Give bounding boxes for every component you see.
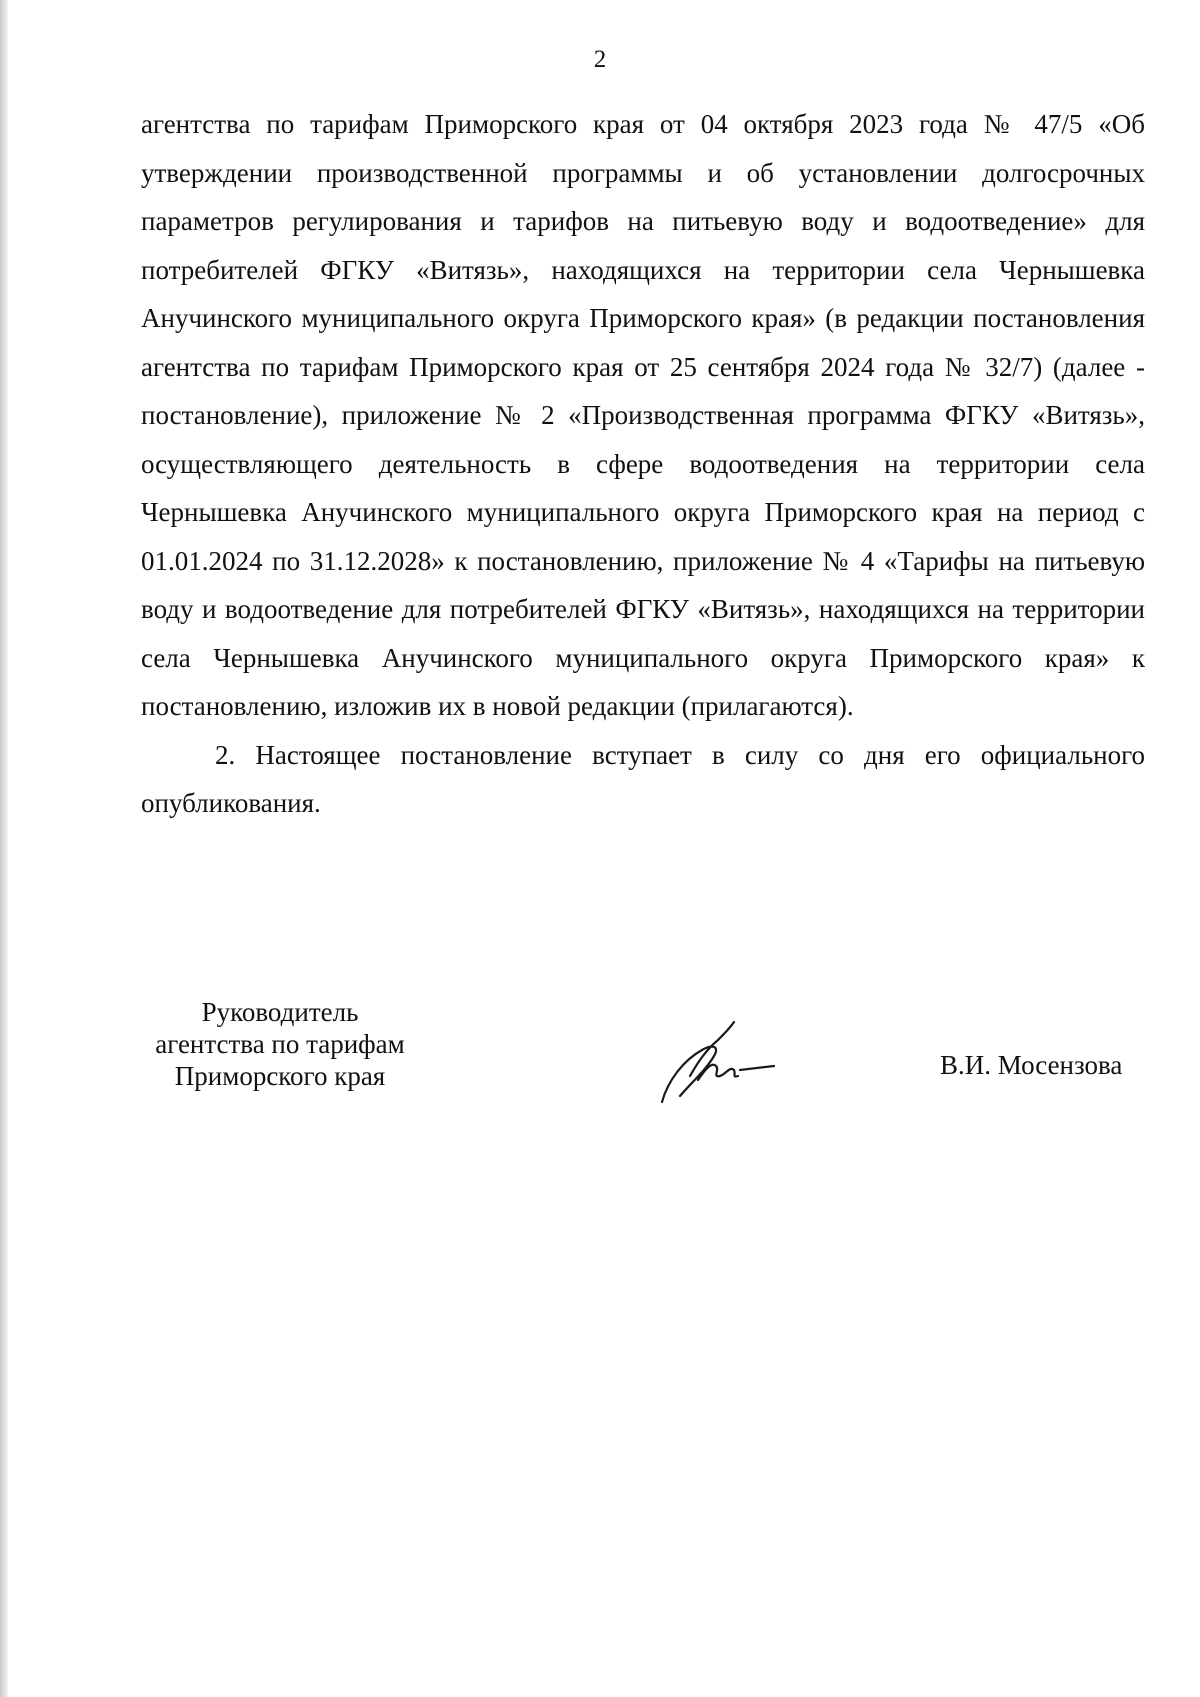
- position-line: Руководитель: [201, 997, 359, 1027]
- position-line: Приморского края: [174, 1061, 386, 1091]
- signer-name: В.И. Мосензова: [940, 1050, 1123, 1080]
- handwritten-signature-icon: [650, 1010, 790, 1110]
- paragraph-item-2: 2. Настоящее постановление вступает в силу со дня его официального опубликования.: [141, 739, 1145, 818]
- document-body: [141, 100, 1145, 828]
- page-number: 2: [593, 46, 607, 73]
- position-line: агентства по тарифам: [155, 1029, 405, 1059]
- signatory-position: [130, 996, 430, 1092]
- scan-edge-shadow: [0, 0, 8, 1697]
- paragraph-continuation: агентства по тарифам Приморского края от 04 октября 2023 года № 47/5 «Об утверждении производственной программы и об установлении долгосрочных параметров регулирования и тарифов на питьевую воду и водоотведение» для потребителей ФГКУ «Витязь», находящихся на территории села Чернышевка Анучинского муниципального округа Приморского края» (в редакции постановления агентства по тарифам Приморского края от 25 сентября 2024 года № 32/7) (далее - постановление), приложение № 2 «Производственная программа ФГКУ «Витязь», осуществляющего деятельность в сфере водоотведения на территории села Чернышевка Анучинского муниципального округа Приморского края на период с 01.01.2024 по 31.12.2028» к постановлению, приложение № 4 «Тарифы на питьевую воду и водоотведение для потребителей ФГКУ «Витязь», находящихся на территории села Чернышевка Анучинского муниципального округа Приморского края» к постановлению, изложив их в новой редакции (прилагаются).: [141, 109, 1145, 721]
